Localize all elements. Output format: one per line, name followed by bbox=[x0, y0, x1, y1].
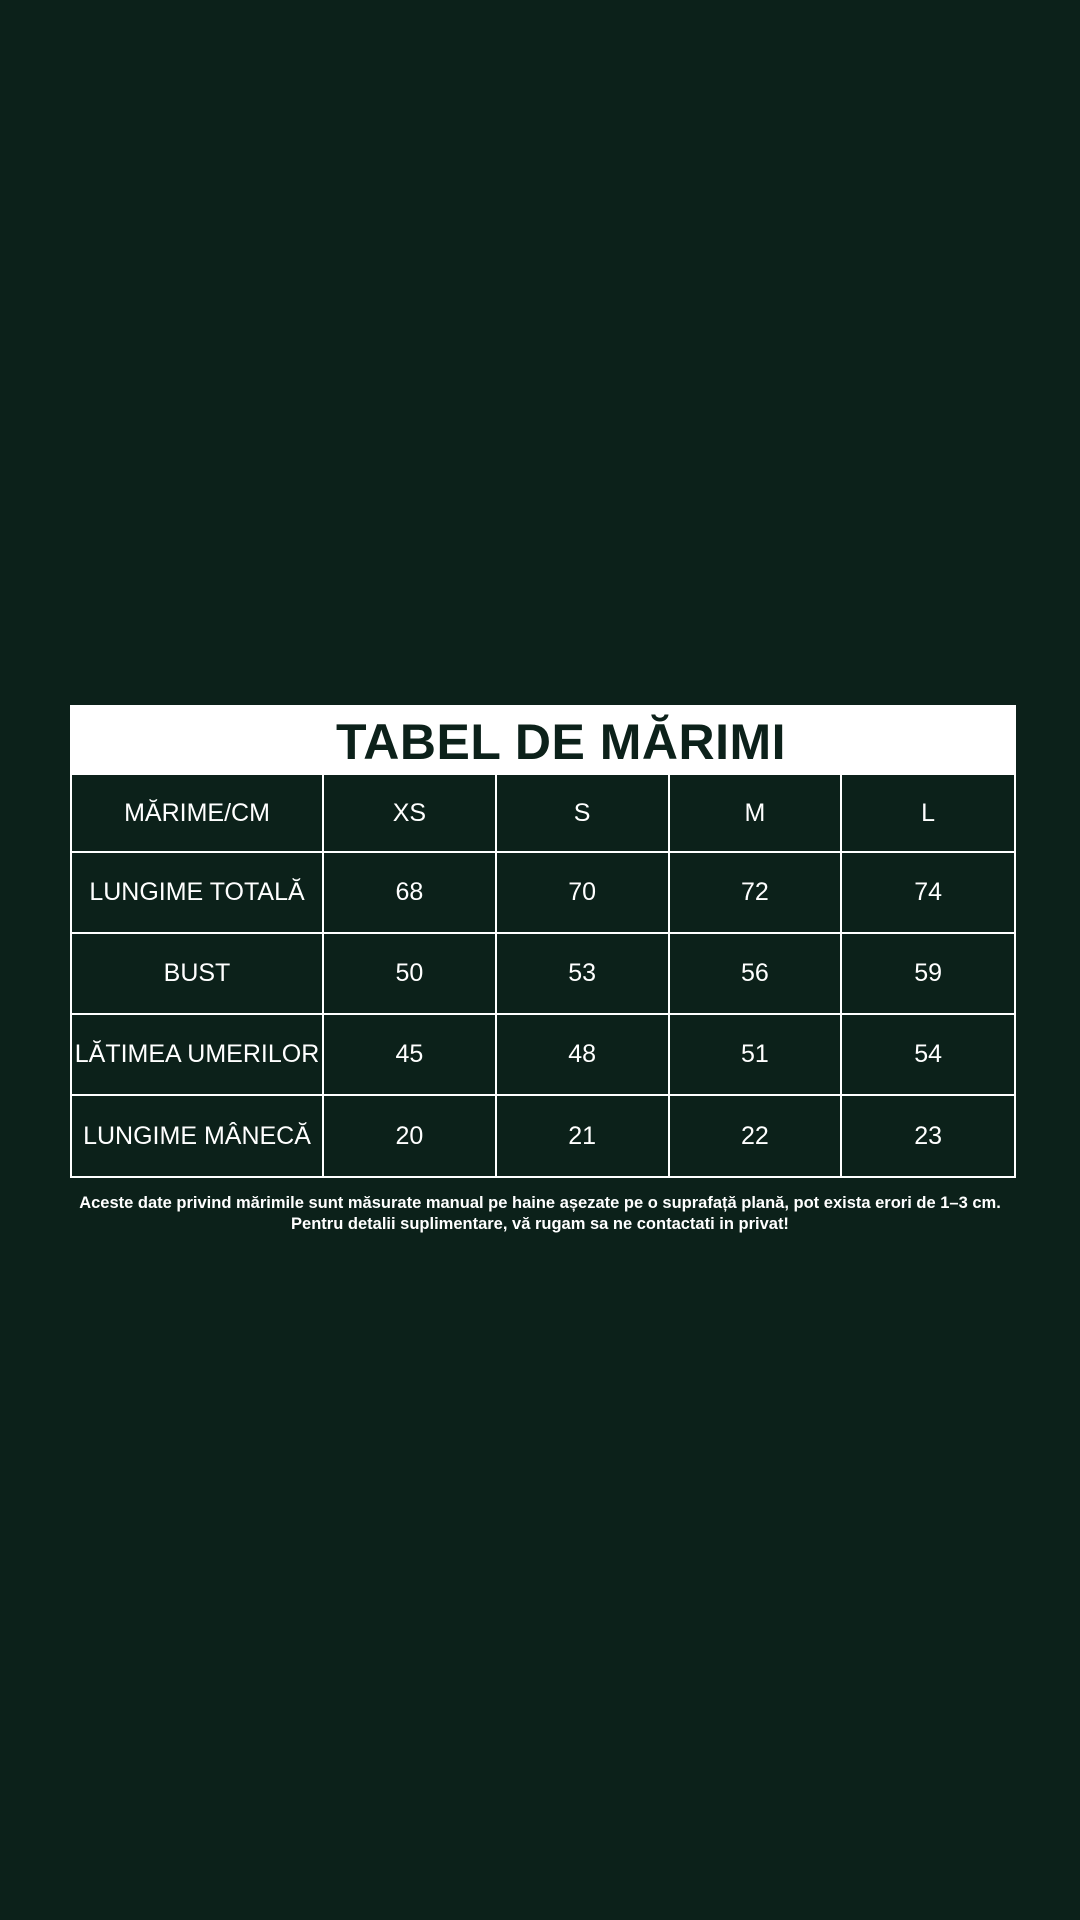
table-cell: 70 bbox=[496, 852, 669, 933]
table-row bbox=[72, 933, 1014, 1014]
header-size-s: S bbox=[496, 775, 669, 852]
table-cell: 74 bbox=[841, 852, 1014, 933]
chart-title: TABEL DE MĂRIMI bbox=[72, 707, 1014, 775]
row-label-lungime-maneca: LUNGIME MÂNECĂ bbox=[72, 1095, 323, 1176]
table-cell: 54 bbox=[841, 1014, 1014, 1095]
size-table bbox=[72, 775, 1014, 1176]
table-cell: 23 bbox=[841, 1095, 1014, 1176]
table-cell: 50 bbox=[323, 933, 496, 1014]
size-chart bbox=[70, 705, 1016, 1178]
table-cell: 21 bbox=[496, 1095, 669, 1176]
table-cell: 48 bbox=[496, 1014, 669, 1095]
header-label-cell: MĂRIME/CM bbox=[72, 775, 323, 852]
header-size-l: L bbox=[841, 775, 1014, 852]
measurement-note-line-2: Pentru detalii suplimentare, vă rugam sa ne contactati in privat! bbox=[291, 1215, 789, 1233]
header-size-xs: XS bbox=[323, 775, 496, 852]
table-cell: 68 bbox=[323, 852, 496, 933]
table-cell: 22 bbox=[669, 1095, 842, 1176]
table-cell: 72 bbox=[669, 852, 842, 933]
table-row bbox=[72, 1014, 1014, 1095]
table-cell: 45 bbox=[323, 1014, 496, 1095]
measurement-note bbox=[0, 1193, 1080, 1235]
table-cell: 51 bbox=[669, 1014, 842, 1095]
table-header-row bbox=[72, 775, 1014, 852]
row-label-lungime-totala: LUNGIME TOTALĂ bbox=[72, 852, 323, 933]
table-cell: 56 bbox=[669, 933, 842, 1014]
table-cell: 53 bbox=[496, 933, 669, 1014]
header-size-m: M bbox=[669, 775, 842, 852]
row-label-bust: BUST bbox=[72, 933, 323, 1014]
measurement-note-line-1: Aceste date privind mărimile sunt măsurate manual pe haine așezate pe o suprafață plană, pot exista erori de 1–3 cm. bbox=[79, 1194, 1001, 1212]
table-cell: 20 bbox=[323, 1095, 496, 1176]
table-row bbox=[72, 1095, 1014, 1176]
table-row bbox=[72, 852, 1014, 933]
table-cell: 59 bbox=[841, 933, 1014, 1014]
row-label-latimea-umerilor: LĂTIMEA UMERILOR bbox=[72, 1014, 323, 1095]
